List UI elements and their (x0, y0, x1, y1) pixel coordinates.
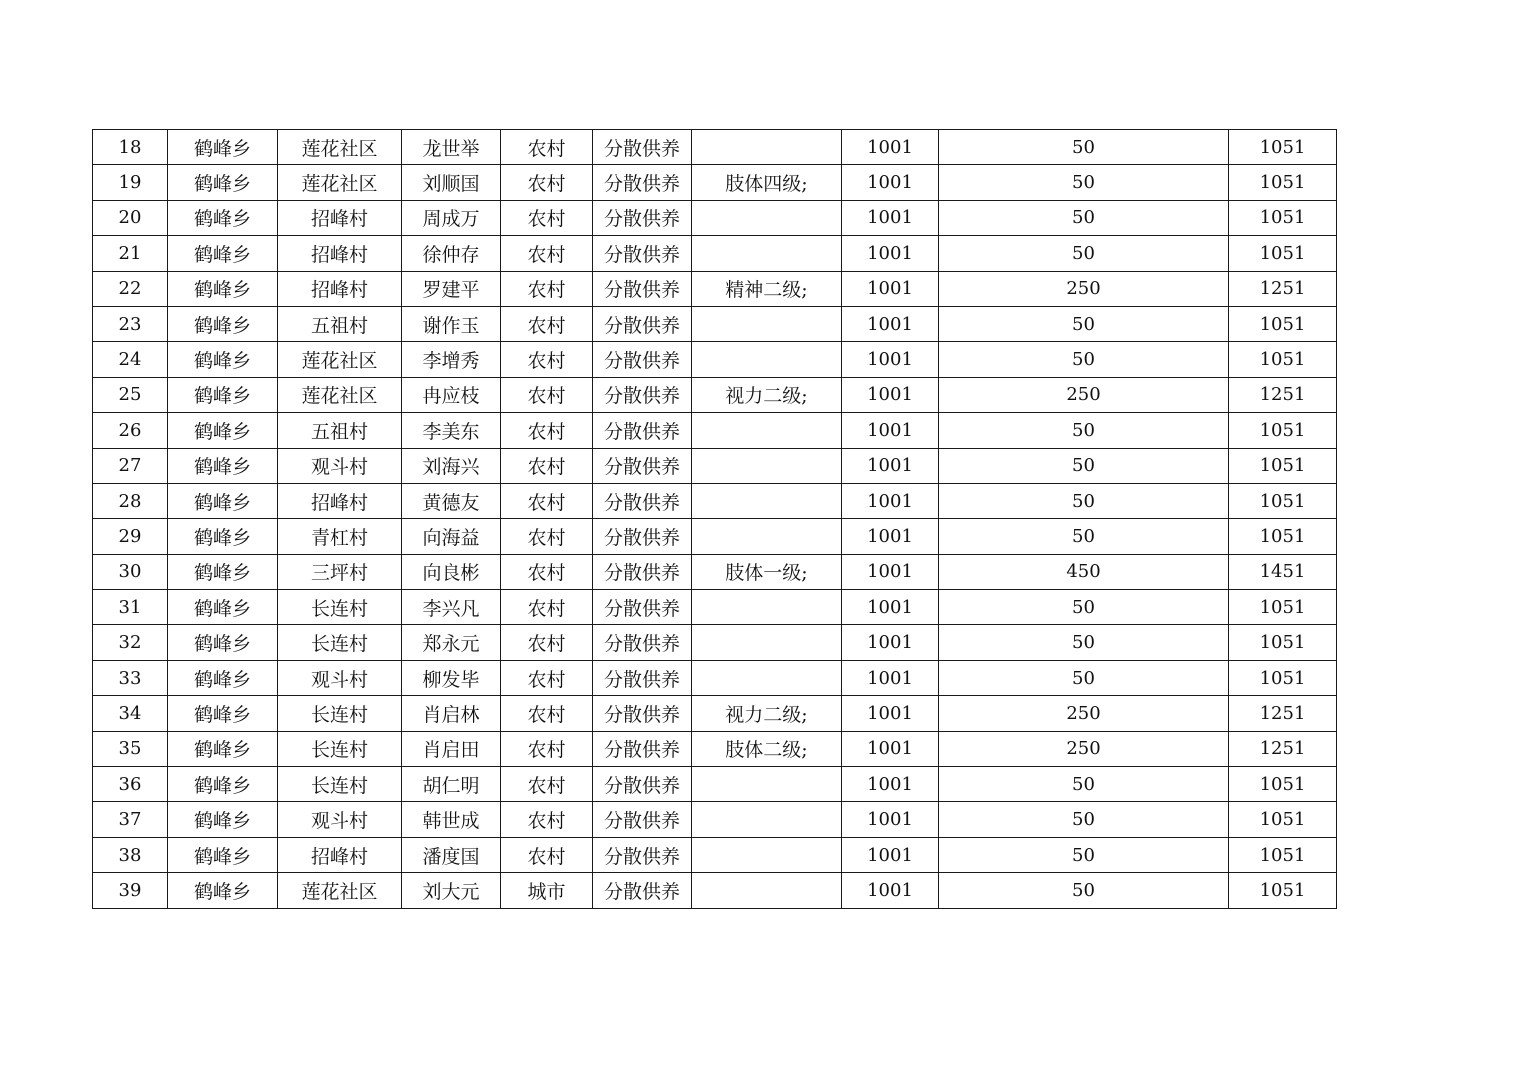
table-row (93, 377, 1337, 412)
name-cell: 徐仲存 (402, 236, 501, 271)
support-type-cell: 分散供养 (593, 483, 692, 518)
subsidy-amount-cell: 450 (939, 554, 1229, 589)
table-row (93, 130, 1337, 165)
support-type-cell: 分散供养 (593, 377, 692, 412)
disability-cell (692, 200, 842, 235)
township-cell: 鹤峰乡 (168, 519, 278, 554)
total-amount-cell: 1251 (1229, 731, 1337, 766)
table-row (93, 802, 1337, 837)
name-cell: 刘大元 (402, 873, 501, 908)
disability-cell: 肢体二级; (692, 731, 842, 766)
disability-cell (692, 413, 842, 448)
total-amount-cell: 1051 (1229, 873, 1337, 908)
row-number-cell: 21 (93, 236, 168, 271)
area-type-cell: 农村 (501, 377, 593, 412)
total-amount-cell: 1051 (1229, 590, 1337, 625)
basic-amount-cell: 1001 (842, 448, 939, 483)
subsidy-amount-cell: 250 (939, 696, 1229, 731)
row-number-cell: 35 (93, 731, 168, 766)
name-cell: 韩世成 (402, 802, 501, 837)
village-cell: 莲花社区 (278, 165, 402, 200)
support-type-cell: 分散供养 (593, 236, 692, 271)
village-cell: 招峰村 (278, 837, 402, 872)
village-cell: 长连村 (278, 731, 402, 766)
row-number-cell: 33 (93, 660, 168, 695)
total-amount-cell: 1251 (1229, 377, 1337, 412)
basic-amount-cell: 1001 (842, 731, 939, 766)
township-cell: 鹤峰乡 (168, 837, 278, 872)
village-cell: 招峰村 (278, 236, 402, 271)
row-number-cell: 34 (93, 696, 168, 731)
disability-cell (692, 590, 842, 625)
disability-cell: 视力二级; (692, 377, 842, 412)
township-cell: 鹤峰乡 (168, 873, 278, 908)
basic-amount-cell: 1001 (842, 413, 939, 448)
township-cell: 鹤峰乡 (168, 802, 278, 837)
township-cell: 鹤峰乡 (168, 306, 278, 341)
area-type-cell: 农村 (501, 130, 593, 165)
township-cell: 鹤峰乡 (168, 413, 278, 448)
support-type-cell: 分散供养 (593, 130, 692, 165)
total-amount-cell: 1051 (1229, 236, 1337, 271)
village-cell: 招峰村 (278, 271, 402, 306)
area-type-cell: 农村 (501, 483, 593, 518)
basic-amount-cell: 1001 (842, 271, 939, 306)
support-type-cell: 分散供养 (593, 271, 692, 306)
village-cell: 长连村 (278, 696, 402, 731)
row-number-cell: 29 (93, 519, 168, 554)
table-row (93, 413, 1337, 448)
table-row (93, 342, 1337, 377)
table-row (93, 200, 1337, 235)
name-cell: 周成万 (402, 200, 501, 235)
disability-cell (692, 873, 842, 908)
subsidy-amount-cell: 50 (939, 483, 1229, 518)
row-number-cell: 31 (93, 590, 168, 625)
name-cell: 刘顺国 (402, 165, 501, 200)
support-type-cell: 分散供养 (593, 200, 692, 235)
name-cell: 罗建平 (402, 271, 501, 306)
table-row (93, 767, 1337, 802)
subsidy-amount-cell: 50 (939, 130, 1229, 165)
total-amount-cell: 1051 (1229, 519, 1337, 554)
village-cell: 长连村 (278, 625, 402, 660)
basic-amount-cell: 1001 (842, 342, 939, 377)
township-cell: 鹤峰乡 (168, 625, 278, 660)
village-cell: 招峰村 (278, 483, 402, 518)
total-amount-cell: 1051 (1229, 342, 1337, 377)
row-number-cell: 36 (93, 767, 168, 802)
village-cell: 莲花社区 (278, 873, 402, 908)
basic-amount-cell: 1001 (842, 590, 939, 625)
table-row (93, 483, 1337, 518)
row-number-cell: 39 (93, 873, 168, 908)
area-type-cell: 农村 (501, 271, 593, 306)
basic-amount-cell: 1001 (842, 130, 939, 165)
subsidy-amount-cell: 50 (939, 590, 1229, 625)
support-type-cell: 分散供养 (593, 802, 692, 837)
subsidy-amount-cell: 50 (939, 200, 1229, 235)
subsidy-amount-cell: 50 (939, 873, 1229, 908)
subsidy-amount-cell: 50 (939, 519, 1229, 554)
disability-cell (692, 236, 842, 271)
support-type-cell: 分散供养 (593, 731, 692, 766)
area-type-cell: 农村 (501, 448, 593, 483)
area-type-cell: 城市 (501, 873, 593, 908)
support-type-cell: 分散供养 (593, 306, 692, 341)
basic-amount-cell: 1001 (842, 377, 939, 412)
area-type-cell: 农村 (501, 165, 593, 200)
name-cell: 谢作玉 (402, 306, 501, 341)
support-type-cell: 分散供养 (593, 519, 692, 554)
subsidy-amount-cell: 50 (939, 625, 1229, 660)
township-cell: 鹤峰乡 (168, 696, 278, 731)
support-type-cell: 分散供养 (593, 837, 692, 872)
subsidy-amount-cell: 50 (939, 306, 1229, 341)
village-cell: 观斗村 (278, 802, 402, 837)
total-amount-cell: 1051 (1229, 448, 1337, 483)
name-cell: 李增秀 (402, 342, 501, 377)
township-cell: 鹤峰乡 (168, 448, 278, 483)
disability-cell (692, 130, 842, 165)
area-type-cell: 农村 (501, 306, 593, 341)
disability-cell (692, 342, 842, 377)
township-cell: 鹤峰乡 (168, 236, 278, 271)
subsidy-amount-cell: 50 (939, 342, 1229, 377)
name-cell: 冉应枝 (402, 377, 501, 412)
total-amount-cell: 1251 (1229, 271, 1337, 306)
disability-cell (692, 802, 842, 837)
subsidy-amount-cell: 50 (939, 767, 1229, 802)
disability-cell: 精神二级; (692, 271, 842, 306)
subsidy-amount-cell: 50 (939, 236, 1229, 271)
area-type-cell: 农村 (501, 837, 593, 872)
row-number-cell: 22 (93, 271, 168, 306)
township-cell: 鹤峰乡 (168, 377, 278, 412)
total-amount-cell: 1051 (1229, 130, 1337, 165)
basic-amount-cell: 1001 (842, 837, 939, 872)
area-type-cell: 农村 (501, 625, 593, 660)
support-type-cell: 分散供养 (593, 448, 692, 483)
subsidy-amount-cell: 250 (939, 731, 1229, 766)
village-cell: 长连村 (278, 767, 402, 802)
total-amount-cell: 1451 (1229, 554, 1337, 589)
village-cell: 招峰村 (278, 200, 402, 235)
area-type-cell: 农村 (501, 696, 593, 731)
table-row (93, 271, 1337, 306)
row-number-cell: 28 (93, 483, 168, 518)
total-amount-cell: 1051 (1229, 306, 1337, 341)
township-cell: 鹤峰乡 (168, 767, 278, 802)
area-type-cell: 农村 (501, 731, 593, 766)
support-type-cell: 分散供养 (593, 767, 692, 802)
name-cell: 胡仁明 (402, 767, 501, 802)
village-cell: 观斗村 (278, 448, 402, 483)
basic-amount-cell: 1001 (842, 165, 939, 200)
village-cell: 长连村 (278, 590, 402, 625)
row-number-cell: 19 (93, 165, 168, 200)
name-cell: 潘度国 (402, 837, 501, 872)
disability-cell (692, 660, 842, 695)
table-row (93, 165, 1337, 200)
basic-amount-cell: 1001 (842, 236, 939, 271)
row-number-cell: 30 (93, 554, 168, 589)
total-amount-cell: 1051 (1229, 413, 1337, 448)
total-amount-cell: 1251 (1229, 696, 1337, 731)
table-row (93, 837, 1337, 872)
name-cell: 肖启田 (402, 731, 501, 766)
disability-cell (692, 837, 842, 872)
area-type-cell: 农村 (501, 413, 593, 448)
row-number-cell: 26 (93, 413, 168, 448)
basic-amount-cell: 1001 (842, 625, 939, 660)
basic-amount-cell: 1001 (842, 200, 939, 235)
area-type-cell: 农村 (501, 767, 593, 802)
table-row (93, 873, 1337, 908)
township-cell: 鹤峰乡 (168, 554, 278, 589)
township-cell: 鹤峰乡 (168, 271, 278, 306)
name-cell: 李兴凡 (402, 590, 501, 625)
name-cell: 刘海兴 (402, 448, 501, 483)
area-type-cell: 农村 (501, 802, 593, 837)
basic-amount-cell: 1001 (842, 554, 939, 589)
village-cell: 莲花社区 (278, 342, 402, 377)
disability-cell (692, 306, 842, 341)
support-type-cell: 分散供养 (593, 413, 692, 448)
basic-amount-cell: 1001 (842, 767, 939, 802)
table-body (93, 130, 1337, 909)
row-number-cell: 27 (93, 448, 168, 483)
table-row (93, 448, 1337, 483)
row-number-cell: 37 (93, 802, 168, 837)
name-cell: 黄德友 (402, 483, 501, 518)
table-row (93, 554, 1337, 589)
name-cell: 郑永元 (402, 625, 501, 660)
township-cell: 鹤峰乡 (168, 590, 278, 625)
disability-cell: 肢体四级; (692, 165, 842, 200)
support-type-cell: 分散供养 (593, 165, 692, 200)
support-type-cell: 分散供养 (593, 696, 692, 731)
subsidy-amount-cell: 50 (939, 802, 1229, 837)
row-number-cell: 38 (93, 837, 168, 872)
total-amount-cell: 1051 (1229, 200, 1337, 235)
area-type-cell: 农村 (501, 554, 593, 589)
subsidy-amount-cell: 50 (939, 448, 1229, 483)
village-cell: 莲花社区 (278, 130, 402, 165)
village-cell: 莲花社区 (278, 377, 402, 412)
basic-amount-cell: 1001 (842, 802, 939, 837)
name-cell: 李美东 (402, 413, 501, 448)
total-amount-cell: 1051 (1229, 625, 1337, 660)
row-number-cell: 25 (93, 377, 168, 412)
township-cell: 鹤峰乡 (168, 200, 278, 235)
subsidy-amount-cell: 250 (939, 271, 1229, 306)
disability-cell (692, 448, 842, 483)
area-type-cell: 农村 (501, 236, 593, 271)
table-row (93, 590, 1337, 625)
name-cell: 向良彬 (402, 554, 501, 589)
table-row (93, 696, 1337, 731)
row-number-cell: 32 (93, 625, 168, 660)
area-type-cell: 农村 (501, 590, 593, 625)
basic-amount-cell: 1001 (842, 306, 939, 341)
area-type-cell: 农村 (501, 660, 593, 695)
basic-amount-cell: 1001 (842, 696, 939, 731)
area-type-cell: 农村 (501, 342, 593, 377)
document-page (92, 129, 1337, 909)
township-cell: 鹤峰乡 (168, 165, 278, 200)
total-amount-cell: 1051 (1229, 767, 1337, 802)
name-cell: 龙世举 (402, 130, 501, 165)
area-type-cell: 农村 (501, 200, 593, 235)
disability-cell (692, 519, 842, 554)
table-row (93, 731, 1337, 766)
disability-cell (692, 767, 842, 802)
disability-cell: 肢体一级; (692, 554, 842, 589)
subsidy-amount-cell: 250 (939, 377, 1229, 412)
village-cell: 三坪村 (278, 554, 402, 589)
table-row (93, 660, 1337, 695)
disability-cell: 视力二级; (692, 696, 842, 731)
support-type-cell: 分散供养 (593, 873, 692, 908)
total-amount-cell: 1051 (1229, 165, 1337, 200)
township-cell: 鹤峰乡 (168, 342, 278, 377)
row-number-cell: 24 (93, 342, 168, 377)
village-cell: 青杠村 (278, 519, 402, 554)
name-cell: 肖启林 (402, 696, 501, 731)
table-row (93, 625, 1337, 660)
support-type-cell: 分散供养 (593, 660, 692, 695)
basic-amount-cell: 1001 (842, 519, 939, 554)
subsidy-amount-cell: 50 (939, 165, 1229, 200)
table-row (93, 519, 1337, 554)
data-table (92, 129, 1337, 909)
total-amount-cell: 1051 (1229, 483, 1337, 518)
disability-cell (692, 483, 842, 518)
disability-cell (692, 625, 842, 660)
village-cell: 观斗村 (278, 660, 402, 695)
area-type-cell: 农村 (501, 519, 593, 554)
township-cell: 鹤峰乡 (168, 483, 278, 518)
village-cell: 五祖村 (278, 306, 402, 341)
village-cell: 五祖村 (278, 413, 402, 448)
row-number-cell: 23 (93, 306, 168, 341)
support-type-cell: 分散供养 (593, 625, 692, 660)
support-type-cell: 分散供养 (593, 342, 692, 377)
subsidy-amount-cell: 50 (939, 413, 1229, 448)
support-type-cell: 分散供养 (593, 590, 692, 625)
basic-amount-cell: 1001 (842, 483, 939, 518)
table-row (93, 306, 1337, 341)
row-number-cell: 18 (93, 130, 168, 165)
total-amount-cell: 1051 (1229, 802, 1337, 837)
township-cell: 鹤峰乡 (168, 130, 278, 165)
support-type-cell: 分散供养 (593, 554, 692, 589)
basic-amount-cell: 1001 (842, 873, 939, 908)
name-cell: 向海益 (402, 519, 501, 554)
basic-amount-cell: 1001 (842, 660, 939, 695)
name-cell: 柳发毕 (402, 660, 501, 695)
township-cell: 鹤峰乡 (168, 660, 278, 695)
subsidy-amount-cell: 50 (939, 660, 1229, 695)
total-amount-cell: 1051 (1229, 837, 1337, 872)
row-number-cell: 20 (93, 200, 168, 235)
total-amount-cell: 1051 (1229, 660, 1337, 695)
township-cell: 鹤峰乡 (168, 731, 278, 766)
subsidy-amount-cell: 50 (939, 837, 1229, 872)
table-row (93, 236, 1337, 271)
